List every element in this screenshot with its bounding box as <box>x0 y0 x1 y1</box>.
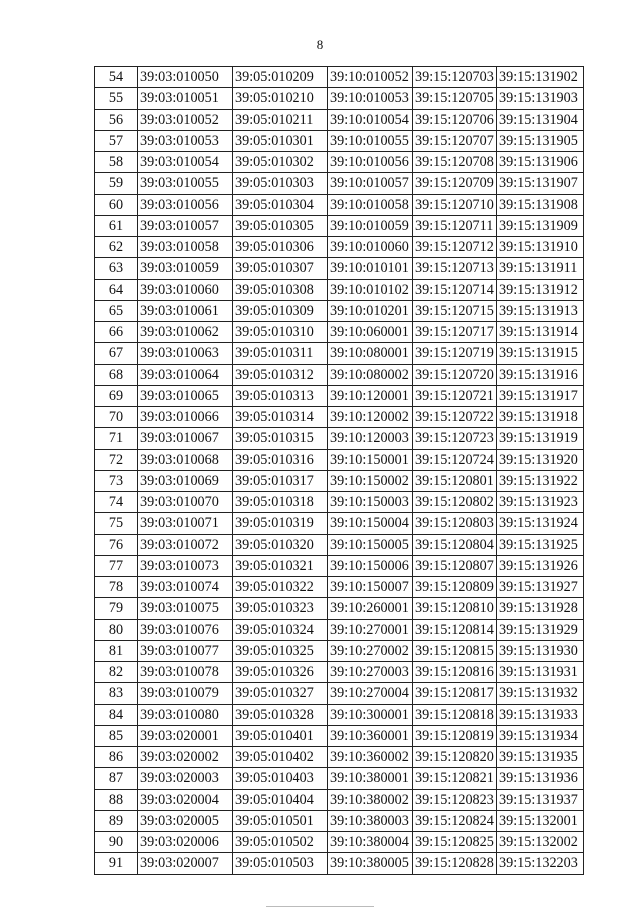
row-number-cell: 58 <box>95 152 138 173</box>
cadastral-code-39-10-cell: 39:10:380001 <box>328 768 413 789</box>
cadastral-code-39-03-cell: 39:03:010053 <box>138 130 233 151</box>
cadastral-code-39-15-b-cell: 39:15:131928 <box>497 598 584 619</box>
cadastral-code-39-15-a-cell: 39:15:120809 <box>413 577 497 598</box>
cadastral-code-39-10-cell: 39:10:080001 <box>328 343 413 364</box>
cadastral-code-39-05-cell: 39:05:010311 <box>233 343 328 364</box>
cadastral-code-39-10-cell: 39:10:380004 <box>328 832 413 853</box>
cadastral-code-39-15-a-cell: 39:15:120828 <box>413 853 497 874</box>
row-number-cell: 64 <box>95 279 138 300</box>
cadastral-code-39-03-cell: 39:03:020006 <box>138 832 233 853</box>
row-number-cell: 70 <box>95 407 138 428</box>
cadastral-code-39-05-cell: 39:05:010403 <box>233 768 328 789</box>
cadastral-code-39-10-cell: 39:10:300001 <box>328 704 413 725</box>
cadastral-code-39-05-cell: 39:05:010306 <box>233 237 328 258</box>
row-number-cell: 60 <box>95 194 138 215</box>
cadastral-code-39-03-cell: 39:03:010054 <box>138 152 233 173</box>
cadastral-code-39-15-b-cell: 39:15:131914 <box>497 322 584 343</box>
cadastral-code-39-15-a-cell: 39:15:120814 <box>413 619 497 640</box>
table-row <box>95 385 584 406</box>
cadastral-code-39-15-b-cell: 39:15:131911 <box>497 258 584 279</box>
cadastral-code-39-10-cell: 39:10:010056 <box>328 152 413 173</box>
table-row <box>95 619 584 640</box>
cadastral-code-39-05-cell: 39:05:010305 <box>233 215 328 236</box>
table-row <box>95 428 584 449</box>
cadastral-code-39-03-cell: 39:03:010050 <box>138 67 233 88</box>
cadastral-code-39-15-b-cell: 39:15:131917 <box>497 385 584 406</box>
cadastral-code-39-05-cell: 39:05:010503 <box>233 853 328 874</box>
cadastral-code-39-10-cell: 39:10:360002 <box>328 747 413 768</box>
cadastral-code-39-10-cell: 39:10:120002 <box>328 407 413 428</box>
row-number-cell: 57 <box>95 130 138 151</box>
cadastral-code-39-15-a-cell: 39:15:120724 <box>413 449 497 470</box>
cadastral-code-39-05-cell: 39:05:010321 <box>233 555 328 576</box>
row-number-cell: 75 <box>95 513 138 534</box>
cadastral-code-39-15-a-cell: 39:15:120821 <box>413 768 497 789</box>
cadastral-code-39-05-cell: 39:05:010303 <box>233 173 328 194</box>
cadastral-code-39-15-a-cell: 39:15:120713 <box>413 258 497 279</box>
cadastral-code-39-05-cell: 39:05:010326 <box>233 662 328 683</box>
cadastral-code-39-05-cell: 39:05:010210 <box>233 88 328 109</box>
row-number-cell: 85 <box>95 725 138 746</box>
cadastral-code-39-15-b-cell: 39:15:131905 <box>497 130 584 151</box>
cadastral-code-39-03-cell: 39:03:020007 <box>138 853 233 874</box>
cadastral-code-39-15-b-cell: 39:15:131930 <box>497 640 584 661</box>
table-row <box>95 492 584 513</box>
cadastral-code-39-15-a-cell: 39:15:120712 <box>413 237 497 258</box>
cadastral-code-39-15-a-cell: 39:15:120817 <box>413 683 497 704</box>
cadastral-code-39-15-a-cell: 39:15:120706 <box>413 109 497 130</box>
cadastral-code-39-15-a-cell: 39:15:120722 <box>413 407 497 428</box>
cadastral-code-39-15-a-cell: 39:15:120803 <box>413 513 497 534</box>
cadastral-code-39-15-b-cell: 39:15:131912 <box>497 279 584 300</box>
cadastral-code-39-05-cell: 39:05:010322 <box>233 577 328 598</box>
cadastral-code-39-15-a-cell: 39:15:120801 <box>413 470 497 491</box>
cadastral-code-39-03-cell: 39:03:010066 <box>138 407 233 428</box>
cadastral-code-39-15-b-cell: 39:15:131904 <box>497 109 584 130</box>
row-number-cell: 77 <box>95 555 138 576</box>
cadastral-code-39-03-cell: 39:03:010052 <box>138 109 233 130</box>
cadastral-code-39-10-cell: 39:10:010101 <box>328 258 413 279</box>
table-row <box>95 598 584 619</box>
row-number-cell: 80 <box>95 619 138 640</box>
cadastral-code-39-05-cell: 39:05:010301 <box>233 130 328 151</box>
table-row <box>95 513 584 534</box>
cadastral-code-39-05-cell: 39:05:010309 <box>233 300 328 321</box>
cadastral-code-39-15-b-cell: 39:15:131931 <box>497 662 584 683</box>
cadastral-code-39-10-cell: 39:10:010058 <box>328 194 413 215</box>
cadastral-code-39-05-cell: 39:05:010316 <box>233 449 328 470</box>
table-row <box>95 194 584 215</box>
page-number: 8 <box>316 37 324 52</box>
cadastral-code-39-03-cell: 39:03:010064 <box>138 364 233 385</box>
cadastral-code-39-03-cell: 39:03:010063 <box>138 343 233 364</box>
cadastral-code-39-03-cell: 39:03:010061 <box>138 300 233 321</box>
cadastral-code-39-15-b-cell: 39:15:131937 <box>497 789 584 810</box>
cadastral-code-39-15-a-cell: 39:15:120804 <box>413 534 497 555</box>
row-number-cell: 79 <box>95 598 138 619</box>
cadastral-code-39-10-cell: 39:10:380002 <box>328 789 413 810</box>
cadastral-code-39-05-cell: 39:05:010314 <box>233 407 328 428</box>
row-number-cell: 65 <box>95 300 138 321</box>
cadastral-code-39-05-cell: 39:05:010320 <box>233 534 328 555</box>
cadastral-code-39-15-b-cell: 39:15:131916 <box>497 364 584 385</box>
cadastral-code-39-10-cell: 39:10:010060 <box>328 237 413 258</box>
cadastral-code-39-05-cell: 39:05:010315 <box>233 428 328 449</box>
table-row <box>95 173 584 194</box>
row-number-cell: 78 <box>95 577 138 598</box>
cadastral-code-39-05-cell: 39:05:010328 <box>233 704 328 725</box>
cadastral-code-39-03-cell: 39:03:010070 <box>138 492 233 513</box>
row-number-cell: 63 <box>95 258 138 279</box>
cadastral-code-39-05-cell: 39:05:010401 <box>233 725 328 746</box>
cadastral-code-39-10-cell: 39:10:010057 <box>328 173 413 194</box>
row-number-cell: 69 <box>95 385 138 406</box>
cadastral-code-39-15-b-cell: 39:15:131915 <box>497 343 584 364</box>
cadastral-code-39-15-a-cell: 39:15:120711 <box>413 215 497 236</box>
row-number-cell: 71 <box>95 428 138 449</box>
row-number-cell: 67 <box>95 343 138 364</box>
cadastral-code-39-10-cell: 39:10:150007 <box>328 577 413 598</box>
cadastral-code-39-10-cell: 39:10:120001 <box>328 385 413 406</box>
table-row <box>95 300 584 321</box>
cadastral-code-39-10-cell: 39:10:270004 <box>328 683 413 704</box>
cadastral-code-39-03-cell: 39:03:010076 <box>138 619 233 640</box>
cadastral-code-39-15-b-cell: 39:15:131903 <box>497 88 584 109</box>
cadastral-code-39-10-cell: 39:10:120003 <box>328 428 413 449</box>
cadastral-code-39-03-cell: 39:03:010080 <box>138 704 233 725</box>
cadastral-code-39-15-b-cell: 39:15:131920 <box>497 449 584 470</box>
cadastral-code-39-10-cell: 39:10:380005 <box>328 853 413 874</box>
cadastral-code-39-03-cell: 39:03:010069 <box>138 470 233 491</box>
row-number-cell: 68 <box>95 364 138 385</box>
cadastral-code-39-10-cell: 39:10:010059 <box>328 215 413 236</box>
cadastral-code-39-15-a-cell: 39:15:120825 <box>413 832 497 853</box>
row-number-cell: 76 <box>95 534 138 555</box>
cadastral-code-39-10-cell: 39:10:150001 <box>328 449 413 470</box>
cadastral-code-39-15-b-cell: 39:15:132001 <box>497 810 584 831</box>
cadastral-code-39-15-a-cell: 39:15:120707 <box>413 130 497 151</box>
cadastral-code-39-15-a-cell: 39:15:120819 <box>413 725 497 746</box>
table-row <box>95 322 584 343</box>
cadastral-table <box>94 66 584 875</box>
row-number-cell: 81 <box>95 640 138 661</box>
cadastral-code-39-03-cell: 39:03:020005 <box>138 810 233 831</box>
cadastral-code-39-10-cell: 39:10:150003 <box>328 492 413 513</box>
row-number-cell: 74 <box>95 492 138 513</box>
cadastral-code-39-10-cell: 39:10:150004 <box>328 513 413 534</box>
cadastral-code-39-15-a-cell: 39:15:120815 <box>413 640 497 661</box>
cadastral-code-39-10-cell: 39:10:010201 <box>328 300 413 321</box>
cadastral-code-39-03-cell: 39:03:010062 <box>138 322 233 343</box>
cadastral-code-39-03-cell: 39:03:020001 <box>138 725 233 746</box>
cadastral-code-39-03-cell: 39:03:010055 <box>138 173 233 194</box>
cadastral-code-39-15-a-cell: 39:15:120703 <box>413 67 497 88</box>
cadastral-code-39-03-cell: 39:03:010074 <box>138 577 233 598</box>
row-number-cell: 59 <box>95 173 138 194</box>
cadastral-code-39-15-b-cell: 39:15:131906 <box>497 152 584 173</box>
cadastral-code-39-05-cell: 39:05:010325 <box>233 640 328 661</box>
bottom-divider <box>266 906 374 907</box>
table-row <box>95 747 584 768</box>
cadastral-code-39-05-cell: 39:05:010327 <box>233 683 328 704</box>
cadastral-code-39-15-a-cell: 39:15:120719 <box>413 343 497 364</box>
cadastral-code-39-10-cell: 39:10:010052 <box>328 67 413 88</box>
table-row <box>95 130 584 151</box>
cadastral-code-39-10-cell: 39:10:360001 <box>328 725 413 746</box>
cadastral-code-39-15-b-cell: 39:15:131926 <box>497 555 584 576</box>
cadastral-code-39-15-a-cell: 39:15:120824 <box>413 810 497 831</box>
row-number-cell: 82 <box>95 662 138 683</box>
table-row <box>95 258 584 279</box>
cadastral-code-39-15-a-cell: 39:15:120715 <box>413 300 497 321</box>
cadastral-code-39-05-cell: 39:05:010211 <box>233 109 328 130</box>
cadastral-code-39-15-b-cell: 39:15:131936 <box>497 768 584 789</box>
cadastral-code-39-05-cell: 39:05:010307 <box>233 258 328 279</box>
cadastral-code-39-15-a-cell: 39:15:120816 <box>413 662 497 683</box>
table-row <box>95 577 584 598</box>
cadastral-code-39-03-cell: 39:03:010073 <box>138 555 233 576</box>
cadastral-code-39-10-cell: 39:10:380003 <box>328 810 413 831</box>
cadastral-code-39-15-b-cell: 39:15:131910 <box>497 237 584 258</box>
cadastral-code-39-15-b-cell: 39:15:131934 <box>497 725 584 746</box>
cadastral-code-39-03-cell: 39:03:020002 <box>138 747 233 768</box>
row-number-cell: 83 <box>95 683 138 704</box>
cadastral-code-39-03-cell: 39:03:010057 <box>138 215 233 236</box>
cadastral-code-39-15-b-cell: 39:15:131932 <box>497 683 584 704</box>
row-number-cell: 66 <box>95 322 138 343</box>
cadastral-code-39-15-b-cell: 39:15:131922 <box>497 470 584 491</box>
table-row <box>95 215 584 236</box>
cadastral-code-39-05-cell: 39:05:010501 <box>233 810 328 831</box>
row-number-cell: 87 <box>95 768 138 789</box>
cadastral-code-39-15-a-cell: 39:15:120709 <box>413 173 497 194</box>
cadastral-code-39-10-cell: 39:10:150006 <box>328 555 413 576</box>
cadastral-code-39-05-cell: 39:05:010313 <box>233 385 328 406</box>
cadastral-code-39-05-cell: 39:05:010402 <box>233 747 328 768</box>
cadastral-code-39-15-b-cell: 39:15:131907 <box>497 173 584 194</box>
cadastral-code-39-05-cell: 39:05:010319 <box>233 513 328 534</box>
row-number-cell: 84 <box>95 704 138 725</box>
cadastral-code-39-03-cell: 39:03:010071 <box>138 513 233 534</box>
cadastral-code-39-03-cell: 39:03:010059 <box>138 258 233 279</box>
cadastral-code-39-10-cell: 39:10:010054 <box>328 109 413 130</box>
cadastral-code-39-15-a-cell: 39:15:120818 <box>413 704 497 725</box>
table-row <box>95 88 584 109</box>
cadastral-code-39-03-cell: 39:03:010067 <box>138 428 233 449</box>
table-row <box>95 449 584 470</box>
cadastral-code-39-10-cell: 39:10:150005 <box>328 534 413 555</box>
table-row <box>95 683 584 704</box>
table-row <box>95 152 584 173</box>
cadastral-code-39-15-b-cell: 39:15:131925 <box>497 534 584 555</box>
cadastral-code-39-15-b-cell: 39:15:131923 <box>497 492 584 513</box>
cadastral-code-39-15-b-cell: 39:15:131908 <box>497 194 584 215</box>
cadastral-code-39-15-a-cell: 39:15:120810 <box>413 598 497 619</box>
cadastral-code-39-15-a-cell: 39:15:120802 <box>413 492 497 513</box>
cadastral-code-39-03-cell: 39:03:010065 <box>138 385 233 406</box>
cadastral-code-39-15-b-cell: 39:15:132002 <box>497 832 584 853</box>
cadastral-code-39-05-cell: 39:05:010502 <box>233 832 328 853</box>
cadastral-code-39-03-cell: 39:03:020004 <box>138 789 233 810</box>
cadastral-code-39-15-a-cell: 39:15:120807 <box>413 555 497 576</box>
cadastral-code-39-03-cell: 39:03:010077 <box>138 640 233 661</box>
table-row <box>95 768 584 789</box>
table-row <box>95 640 584 661</box>
cadastral-code-39-05-cell: 39:05:010312 <box>233 364 328 385</box>
cadastral-code-39-15-a-cell: 39:15:120823 <box>413 789 497 810</box>
cadastral-code-39-10-cell: 39:10:010102 <box>328 279 413 300</box>
table-row <box>95 364 584 385</box>
row-number-cell: 73 <box>95 470 138 491</box>
cadastral-code-39-10-cell: 39:10:270002 <box>328 640 413 661</box>
cadastral-code-39-15-a-cell: 39:15:120708 <box>413 152 497 173</box>
table-row <box>95 853 584 874</box>
table-row <box>95 704 584 725</box>
cadastral-code-39-05-cell: 39:05:010308 <box>233 279 328 300</box>
row-number-cell: 88 <box>95 789 138 810</box>
table-row <box>95 470 584 491</box>
cadastral-code-39-15-b-cell: 39:15:131919 <box>497 428 584 449</box>
cadastral-code-39-15-b-cell: 39:15:131913 <box>497 300 584 321</box>
cadastral-code-39-15-b-cell: 39:15:131935 <box>497 747 584 768</box>
cadastral-code-39-10-cell: 39:10:270001 <box>328 619 413 640</box>
cadastral-code-39-10-cell: 39:10:010055 <box>328 130 413 151</box>
table-row <box>95 555 584 576</box>
row-number-cell: 86 <box>95 747 138 768</box>
cadastral-code-39-05-cell: 39:05:010209 <box>233 67 328 88</box>
table-row <box>95 237 584 258</box>
table-row <box>95 407 584 428</box>
cadastral-code-39-15-a-cell: 39:15:120721 <box>413 385 497 406</box>
cadastral-code-39-15-b-cell: 39:15:131909 <box>497 215 584 236</box>
row-number-cell: 54 <box>95 67 138 88</box>
cadastral-code-39-15-b-cell: 39:15:131927 <box>497 577 584 598</box>
cadastral-code-39-05-cell: 39:05:010304 <box>233 194 328 215</box>
cadastral-code-39-03-cell: 39:03:010075 <box>138 598 233 619</box>
cadastral-code-39-03-cell: 39:03:010072 <box>138 534 233 555</box>
cadastral-code-39-15-b-cell: 39:15:131918 <box>497 407 584 428</box>
table-row <box>95 109 584 130</box>
cadastral-code-39-15-b-cell: 39:15:131902 <box>497 67 584 88</box>
table-row <box>95 279 584 300</box>
table-row <box>95 67 584 88</box>
table-row <box>95 789 584 810</box>
table-row <box>95 662 584 683</box>
table-row <box>95 534 584 555</box>
cadastral-code-39-05-cell: 39:05:010318 <box>233 492 328 513</box>
cadastral-code-39-03-cell: 39:03:010068 <box>138 449 233 470</box>
cadastral-code-39-03-cell: 39:03:010079 <box>138 683 233 704</box>
cadastral-code-39-10-cell: 39:10:270003 <box>328 662 413 683</box>
cadastral-code-39-03-cell: 39:03:010060 <box>138 279 233 300</box>
cadastral-code-39-15-b-cell: 39:15:132203 <box>497 853 584 874</box>
table-row <box>95 343 584 364</box>
cadastral-code-39-05-cell: 39:05:010404 <box>233 789 328 810</box>
cadastral-code-39-03-cell: 39:03:010051 <box>138 88 233 109</box>
cadastral-code-39-15-a-cell: 39:15:120705 <box>413 88 497 109</box>
cadastral-code-39-05-cell: 39:05:010317 <box>233 470 328 491</box>
cadastral-code-39-10-cell: 39:10:260001 <box>328 598 413 619</box>
cadastral-code-39-15-a-cell: 39:15:120714 <box>413 279 497 300</box>
row-number-cell: 90 <box>95 832 138 853</box>
cadastral-code-39-05-cell: 39:05:010310 <box>233 322 328 343</box>
cadastral-code-39-10-cell: 39:10:060001 <box>328 322 413 343</box>
cadastral-code-39-10-cell: 39:10:010053 <box>328 88 413 109</box>
cadastral-code-39-15-b-cell: 39:15:131924 <box>497 513 584 534</box>
cadastral-code-39-15-b-cell: 39:15:131929 <box>497 619 584 640</box>
cadastral-code-39-15-a-cell: 39:15:120710 <box>413 194 497 215</box>
row-number-cell: 89 <box>95 810 138 831</box>
table-row <box>95 832 584 853</box>
cadastral-code-39-15-b-cell: 39:15:131933 <box>497 704 584 725</box>
cadastral-code-39-03-cell: 39:03:010056 <box>138 194 233 215</box>
row-number-cell: 62 <box>95 237 138 258</box>
cadastral-code-39-03-cell: 39:03:010058 <box>138 237 233 258</box>
cadastral-code-39-03-cell: 39:03:020003 <box>138 768 233 789</box>
cadastral-code-39-15-a-cell: 39:15:120717 <box>413 322 497 343</box>
cadastral-code-39-05-cell: 39:05:010323 <box>233 598 328 619</box>
cadastral-code-39-15-a-cell: 39:15:120820 <box>413 747 497 768</box>
row-number-cell: 61 <box>95 215 138 236</box>
row-number-cell: 72 <box>95 449 138 470</box>
table-row <box>95 810 584 831</box>
row-number-cell: 56 <box>95 109 138 130</box>
row-number-cell: 55 <box>95 88 138 109</box>
table-row <box>95 725 584 746</box>
cadastral-code-39-15-a-cell: 39:15:120720 <box>413 364 497 385</box>
table-body <box>95 67 584 875</box>
cadastral-code-39-05-cell: 39:05:010302 <box>233 152 328 173</box>
cadastral-code-39-10-cell: 39:10:080002 <box>328 364 413 385</box>
cadastral-code-39-10-cell: 39:10:150002 <box>328 470 413 491</box>
cadastral-code-39-05-cell: 39:05:010324 <box>233 619 328 640</box>
cadastral-code-39-03-cell: 39:03:010078 <box>138 662 233 683</box>
cadastral-code-39-15-a-cell: 39:15:120723 <box>413 428 497 449</box>
row-number-cell: 91 <box>95 853 138 874</box>
